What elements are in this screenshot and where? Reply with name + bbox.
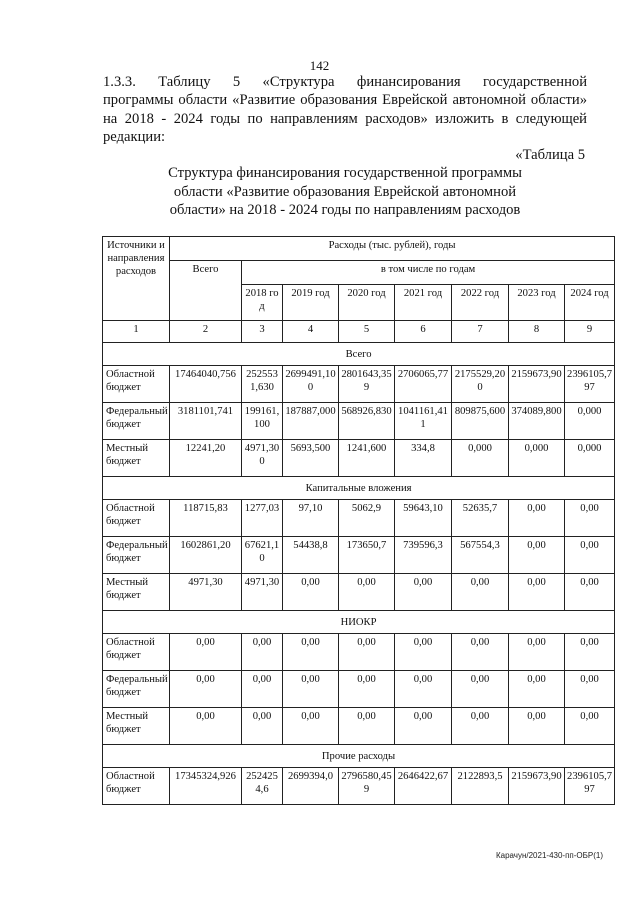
table-cell: 567554,3 — [452, 537, 509, 574]
column-number-row — [103, 321, 615, 343]
section-row — [103, 745, 615, 768]
year-header: 2020 год — [339, 285, 395, 321]
paragraph-line: на 2018 - 2024 годы по направлениям расходов» изложить в следующей — [103, 110, 587, 127]
table-cell: 0,00 — [339, 634, 395, 671]
table-cell: 0,00 — [565, 708, 615, 745]
year-header: 2024 год — [565, 285, 615, 321]
table-cell: 809875,600 — [452, 403, 509, 440]
row-label: Областной бюджет — [103, 768, 170, 805]
table-cell: 3181101,741 — [170, 403, 242, 440]
table-cell: 54438,8 — [283, 537, 339, 574]
column-number: 5 — [339, 321, 395, 343]
table-row — [103, 440, 615, 477]
table-cell: 0,00 — [509, 671, 565, 708]
table-cell: 2706065,77 — [395, 366, 452, 403]
row-label: Местный бюджет — [103, 574, 170, 611]
table-cell: 0,00 — [509, 537, 565, 574]
table-cell: 2175529,200 — [452, 366, 509, 403]
table-cell: 0,000 — [565, 403, 615, 440]
table-cell: 0,00 — [452, 574, 509, 611]
paragraph-line: редакции: — [103, 128, 166, 145]
table-cell: 2396105,797 — [565, 366, 615, 403]
table-cell: 187887,000 — [283, 403, 339, 440]
table-cell: 0,00 — [395, 574, 452, 611]
table-cell: 52635,7 — [452, 500, 509, 537]
table-cell: 0,000 — [565, 440, 615, 477]
table-cell: 0,00 — [452, 708, 509, 745]
expenses-header: Расходы (тыс. рублей), годы — [170, 237, 615, 261]
table-cell: 2122893,5 — [452, 768, 509, 805]
table-heading — [103, 164, 587, 220]
table-row — [103, 366, 615, 403]
table-cell: 0,000 — [452, 440, 509, 477]
row-label: Федеральный бюджет — [103, 671, 170, 708]
table-cell: 173650,7 — [339, 537, 395, 574]
section-row — [103, 343, 615, 366]
year-header: 2021 год — [395, 285, 452, 321]
row-label: Местный бюджет — [103, 440, 170, 477]
row-label: Областной бюджет — [103, 366, 170, 403]
year-header: 2019 год — [283, 285, 339, 321]
column-number: 6 — [395, 321, 452, 343]
row-label: Федеральный бюджет — [103, 537, 170, 574]
table-cell: 1277,03 — [242, 500, 283, 537]
document-footer: Карачун/2021-430-пп-ОБР(1) — [495, 851, 603, 860]
year-header: 2022 год — [452, 285, 509, 321]
table-cell: 568926,830 — [339, 403, 395, 440]
column-number: 9 — [565, 321, 615, 343]
row-label: Федеральный бюджет — [103, 403, 170, 440]
table-cell: 4971,30 — [242, 574, 283, 611]
table-row — [103, 634, 615, 671]
table-cell: 0,00 — [565, 500, 615, 537]
table-cell: 2699491,100 — [283, 366, 339, 403]
heading-line: области» на 2018 - 2024 годы по направлениям расходов — [169, 202, 521, 218]
paragraph-line: 1.3.3. Таблицу 5 «Структура финансирования государственной — [103, 74, 587, 90]
column-number: 3 — [242, 321, 283, 343]
heading-line: области «Развитие образования Еврейской автономной — [173, 183, 517, 200]
table-cell: 2159673,90 — [509, 768, 565, 805]
table-cell: 12241,20 — [170, 440, 242, 477]
table-cell: 2396105,797 — [565, 768, 615, 805]
table-cell: 1041161,411 — [395, 403, 452, 440]
table-cell: 0,00 — [565, 537, 615, 574]
column-number: 2 — [170, 321, 242, 343]
table-cell: 2699394,0 — [283, 768, 339, 805]
table-cell: 2801643,359 — [339, 366, 395, 403]
table-cell: 4971,300 — [242, 440, 283, 477]
by-years-header: в том числе по годам — [242, 261, 615, 285]
table-cell: 2796580,459 — [339, 768, 395, 805]
table-cell: 17464040,756 — [170, 366, 242, 403]
table-cell: 0,00 — [509, 574, 565, 611]
table-cell: 0,00 — [565, 634, 615, 671]
table-cell: 0,00 — [242, 634, 283, 671]
table-row — [103, 537, 615, 574]
table-cell: 0,00 — [565, 671, 615, 708]
table-cell: 0,00 — [242, 671, 283, 708]
table-cell: 0,00 — [339, 708, 395, 745]
page-number: 142 — [309, 58, 330, 73]
section-title: Всего — [103, 343, 615, 366]
table-cell: 0,00 — [452, 671, 509, 708]
section-title: Прочие расходы — [103, 745, 615, 768]
table-cell: 0,00 — [509, 634, 565, 671]
section-row — [103, 477, 615, 500]
table-cell: 0,00 — [339, 671, 395, 708]
table-cell: 0,00 — [339, 574, 395, 611]
amendment-paragraph — [103, 73, 587, 146]
table-cell: 0,00 — [395, 671, 452, 708]
row-label: Областной бюджет — [103, 500, 170, 537]
table-cell: 5693,500 — [283, 440, 339, 477]
year-header: 2023 год — [509, 285, 565, 321]
row-label: Местный бюджет — [103, 708, 170, 745]
table-row — [103, 403, 615, 440]
table-cell: 0,00 — [283, 634, 339, 671]
table-cell: 0,00 — [242, 708, 283, 745]
sources-header: Источники и направления расходов — [103, 237, 170, 321]
table-cell: 67621,10 — [242, 537, 283, 574]
table-cell: 0,00 — [565, 574, 615, 611]
table-cell: 5062,9 — [339, 500, 395, 537]
table-row — [103, 574, 615, 611]
table-cell: 0,00 — [170, 634, 242, 671]
column-number: 4 — [283, 321, 339, 343]
table-cell: 199161,100 — [242, 403, 283, 440]
table-cell: 0,00 — [170, 708, 242, 745]
table-reference: «Таблица 5 — [515, 147, 585, 163]
table-row — [103, 671, 615, 708]
column-number: 1 — [103, 321, 170, 343]
section-title: Капитальные вложения — [103, 477, 615, 500]
table-cell: 4971,30 — [170, 574, 242, 611]
table-cell: 0,000 — [509, 440, 565, 477]
paragraph-line: программы области «Развитие образования Еврейской автономной области» — [103, 92, 587, 109]
table-cell: 2159673,90 — [509, 366, 565, 403]
section-row — [103, 611, 615, 634]
row-label: Областной бюджет — [103, 634, 170, 671]
table-cell: 374089,800 — [509, 403, 565, 440]
column-number: 7 — [452, 321, 509, 343]
year-header: 2018 год — [242, 285, 283, 321]
table-cell: 334,8 — [395, 440, 452, 477]
table-row — [103, 500, 615, 537]
table-cell: 1602861,20 — [170, 537, 242, 574]
table-cell: 118715,83 — [170, 500, 242, 537]
table-cell: 0,00 — [283, 708, 339, 745]
table-cell: 2524254,6 — [242, 768, 283, 805]
table-cell: 0,00 — [283, 574, 339, 611]
section-title: НИОКР — [103, 611, 615, 634]
financing-table — [102, 236, 615, 805]
table-cell: 0,00 — [509, 708, 565, 745]
table-cell: 0,00 — [395, 634, 452, 671]
table-cell: 1241,600 — [339, 440, 395, 477]
column-number: 8 — [509, 321, 565, 343]
table-cell: 0,00 — [283, 671, 339, 708]
table-cell: 17345324,926 — [170, 768, 242, 805]
table-cell: 0,00 — [452, 634, 509, 671]
table-cell: 2525531,630 — [242, 366, 283, 403]
table-row — [103, 708, 615, 745]
table-cell: 0,00 — [395, 708, 452, 745]
table-row — [103, 768, 615, 805]
heading-line: Структура финансирования государственной программы — [168, 165, 522, 181]
table-cell: 2646422,67 — [395, 768, 452, 805]
total-header: Всего — [170, 261, 242, 321]
table-cell: 59643,10 — [395, 500, 452, 537]
table-cell: 739596,3 — [395, 537, 452, 574]
table-cell: 97,10 — [283, 500, 339, 537]
table-cell: 0,00 — [509, 500, 565, 537]
table-cell: 0,00 — [170, 671, 242, 708]
